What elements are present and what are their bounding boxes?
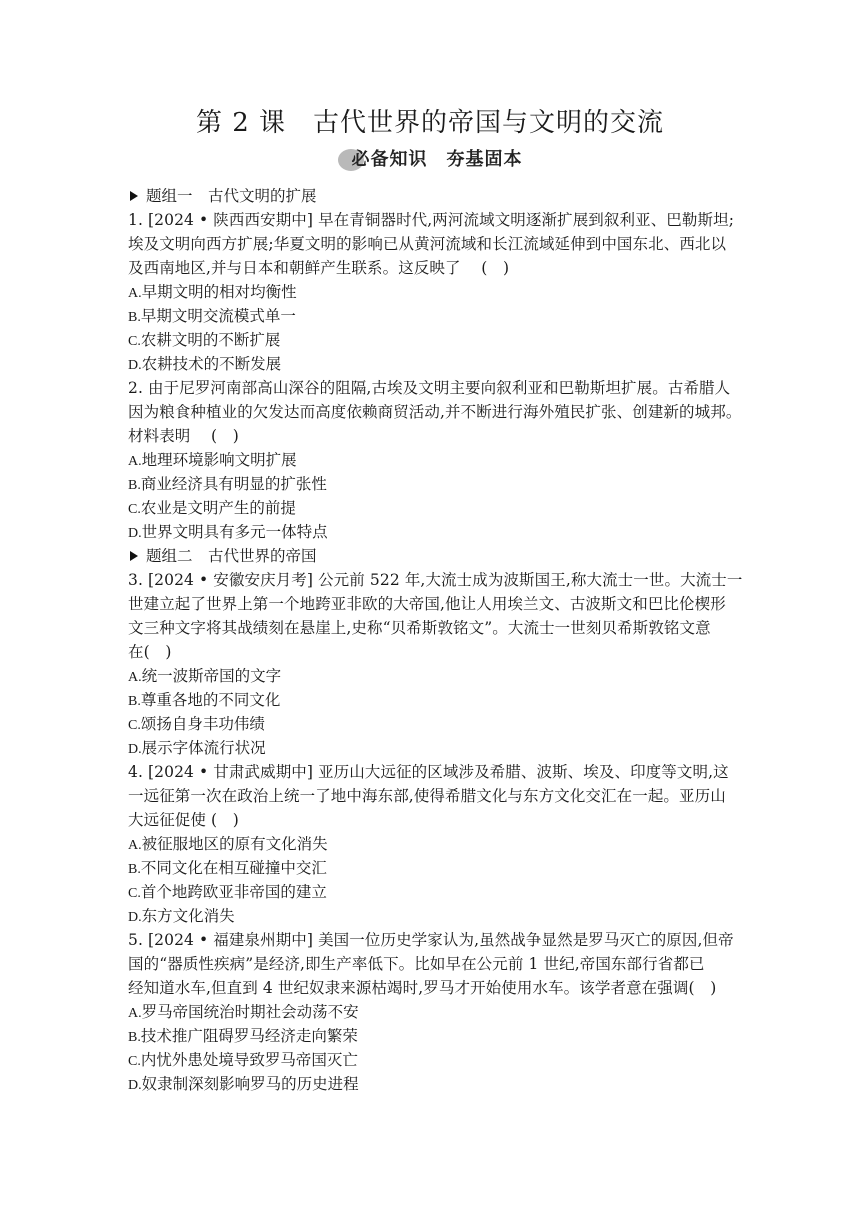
question-stem-line: 文三种文字将其战绩刻在悬崖上,史称“贝希斯敦铭文”。大流士一世刻贝希斯敦铭文意 bbox=[128, 619, 711, 637]
lesson-title: 第 2 课 古代世界的帝国与文明的交流 bbox=[195, 108, 665, 138]
question-stem-line: 因为粮食种植业的欠发达而高度依赖商贸活动,并不断进行海外殖民扩张、创建新的城邦。 bbox=[128, 403, 742, 421]
answer-option[interactable] bbox=[128, 712, 738, 736]
answer-option[interactable] bbox=[128, 856, 738, 880]
question-stem-line: 经知道水车,但直到 4 世纪奴隶来源枯竭时,罗马才开始使用水车。该学者意在强调( ) bbox=[128, 979, 717, 997]
question-stem-line: 及西南地区,并与日本和朝鲜产生联系。这反映了 ( ) bbox=[128, 259, 510, 277]
option-text: 首个地跨欧亚非帝国的建立 bbox=[140, 883, 327, 901]
answer-option[interactable] bbox=[128, 832, 738, 856]
option-text: 统一波斯帝国的文字 bbox=[141, 667, 282, 685]
group-heading bbox=[128, 544, 738, 568]
option-text: 世界文明具有多元一体特点 bbox=[141, 523, 328, 541]
group-label: 题组二 古代世界的帝国 bbox=[146, 547, 317, 565]
option-text: 展示字体流行状况 bbox=[141, 739, 266, 757]
answer-option[interactable] bbox=[128, 328, 738, 352]
answer-option[interactable] bbox=[128, 664, 738, 688]
option-letter: B. bbox=[128, 694, 141, 709]
option-text: 农业是文明产生的前提 bbox=[140, 499, 296, 517]
question-stem-line: 在( ) bbox=[128, 643, 172, 661]
question-stem-line: 大远征促使 ( ) bbox=[128, 811, 239, 829]
question-stem-line: 一远征第一次在政治上统一了地中海东部,使得希腊文化与东方文化交汇在一起。亚历山 bbox=[128, 787, 726, 805]
option-letter: A. bbox=[128, 286, 142, 301]
option-text: 商业经济具有明显的扩张性 bbox=[140, 475, 327, 493]
option-letter: C. bbox=[128, 1054, 141, 1069]
option-text: 东方文化消失 bbox=[141, 907, 235, 925]
triangle-bullet-icon bbox=[130, 551, 138, 561]
answer-option[interactable] bbox=[128, 1048, 738, 1072]
question-stem-line: 国的“器质性疾病”是经济,即生产率低下。比如早在公元前 1 世纪,帝国东部行省都已 bbox=[128, 955, 705, 973]
option-letter: D. bbox=[128, 358, 142, 373]
answer-option[interactable] bbox=[128, 1024, 738, 1048]
option-text: 早期文明的相对均衡性 bbox=[141, 283, 297, 301]
option-letter: B. bbox=[128, 310, 141, 325]
option-letter: A. bbox=[128, 670, 142, 685]
option-letter: B. bbox=[128, 478, 141, 493]
option-letter: D. bbox=[128, 1078, 142, 1093]
option-text: 内忧外患处境导致罗马帝国灭亡 bbox=[140, 1051, 358, 1069]
question-stem-line: 1. [2024 • 陕西西安期中] 早在青铜器时代,两河流域文明逐渐扩展到叙利亚、巴勒斯坦; bbox=[128, 211, 735, 229]
option-text: 农耕文明的不断扩展 bbox=[140, 331, 281, 349]
answer-option[interactable] bbox=[128, 736, 738, 760]
question-stem-line: 3. [2024 • 安徽安庆月考] 公元前 522 年,大流士成为波斯国王,称大流士一世。大流士一 bbox=[128, 571, 743, 589]
answer-option[interactable] bbox=[128, 1072, 738, 1096]
question-stem-line: 埃及文明向西方扩展;华夏文明的影响已从黄河流域和长江流域延伸到中国东北、西北以 bbox=[128, 235, 727, 253]
option-letter: C. bbox=[128, 502, 141, 517]
option-text: 罗马帝国统治时期社会动荡不安 bbox=[141, 1003, 359, 1021]
option-letter: A. bbox=[128, 838, 142, 853]
answer-option[interactable] bbox=[128, 304, 738, 328]
option-letter: C. bbox=[128, 886, 141, 901]
group-label: 题组一 古代文明的扩展 bbox=[146, 187, 317, 205]
option-text: 地理环境影响文明扩展 bbox=[141, 451, 297, 469]
answer-option[interactable] bbox=[128, 1000, 738, 1024]
section-banner bbox=[0, 148, 860, 174]
option-text: 颂扬自身丰功伟绩 bbox=[140, 715, 265, 733]
question-stem-line: 5. [2024 • 福建泉州期中] 美国一位历史学家认为,虽然战争显然是罗马灭亡的原因,但帝 bbox=[128, 931, 734, 949]
option-text: 奴隶制深刻影响罗马的历史进程 bbox=[141, 1075, 359, 1093]
triangle-bullet-icon bbox=[130, 191, 138, 201]
option-text: 尊重各地的不同文化 bbox=[140, 691, 281, 709]
answer-option[interactable] bbox=[128, 472, 738, 496]
option-text: 早期文明交流模式单一 bbox=[140, 307, 296, 325]
question-stem-line: 2. 由于尼罗河南部高山深谷的阻隔,古埃及文明主要向叙利亚和巴勒斯坦扩展。古希腊人 bbox=[128, 379, 731, 397]
option-letter: C. bbox=[128, 718, 141, 733]
option-letter: C. bbox=[128, 334, 141, 349]
question-stem-line: 材料表明 ( ) bbox=[128, 427, 239, 445]
question-stem-line: 4. [2024 • 甘肃武威期中] 亚历山大远征的区域涉及希腊、波斯、埃及、印度等文明,这 bbox=[128, 763, 729, 781]
answer-option[interactable] bbox=[128, 520, 738, 544]
option-letter: D. bbox=[128, 526, 142, 541]
answer-option[interactable] bbox=[128, 448, 738, 472]
option-letter: D. bbox=[128, 910, 142, 925]
option-text: 技术推广阻碍罗马经济走向繁荣 bbox=[140, 1027, 358, 1045]
question-list bbox=[128, 184, 743, 1096]
answer-option[interactable] bbox=[128, 904, 738, 928]
answer-option[interactable] bbox=[128, 280, 738, 304]
answer-option[interactable] bbox=[128, 352, 738, 376]
group-heading bbox=[128, 184, 738, 208]
question-stem-line: 世建立起了世界上第一个地跨亚非欧的大帝国,他让人用埃兰文、古波斯文和巴比伦楔形 bbox=[128, 595, 726, 613]
option-letter: A. bbox=[128, 1006, 142, 1021]
option-letter: B. bbox=[128, 862, 141, 877]
option-text: 被征服地区的原有文化消失 bbox=[141, 835, 328, 853]
option-letter: B. bbox=[128, 1030, 141, 1045]
option-letter: A. bbox=[128, 454, 142, 469]
option-text: 不同文化在相互碰撞中交汇 bbox=[140, 859, 327, 877]
option-letter: D. bbox=[128, 742, 142, 757]
answer-option[interactable] bbox=[128, 496, 738, 520]
answer-option[interactable] bbox=[128, 688, 738, 712]
answer-option[interactable] bbox=[128, 880, 738, 904]
option-text: 农耕技术的不断发展 bbox=[141, 355, 282, 373]
banner-label: 必备知识 夯基固本 bbox=[351, 149, 523, 170]
